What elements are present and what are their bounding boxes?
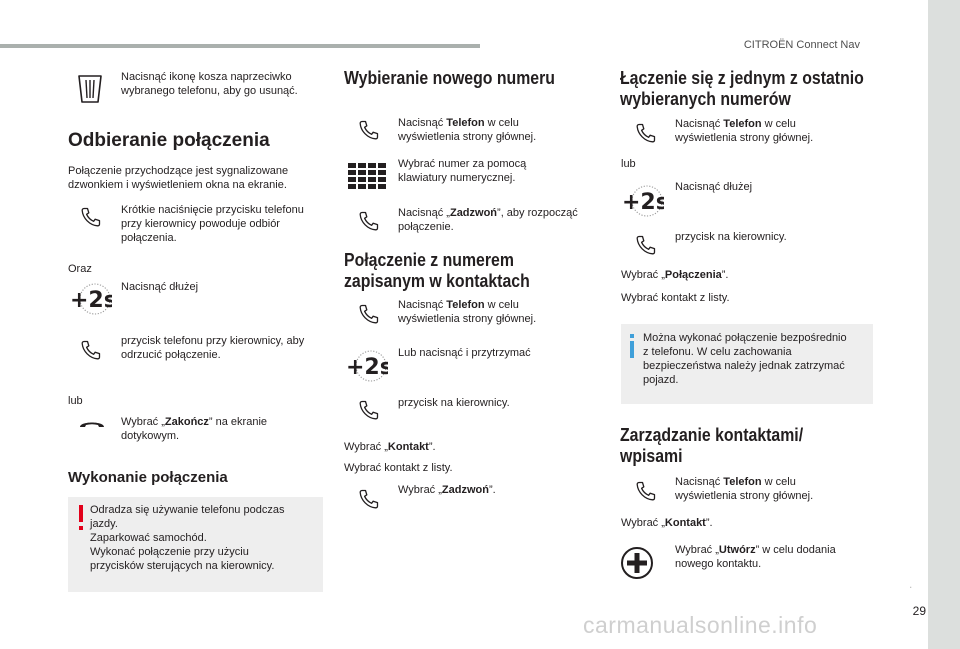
heading-manage-contacts: Zarządzanie kontaktami/ wpisami [620, 425, 804, 466]
press-hold-text: Lub nacisnąć i przytrzymać [398, 347, 531, 359]
heading-make-call: Wykonanie połączenia [68, 469, 228, 486]
side-tab [928, 0, 960, 649]
press-telefon-text: Nacisnąć Telefon w celu wyświetlenia strony głównej. [675, 118, 814, 144]
phone-icon [634, 479, 658, 503]
end-call-text: Wybrać „Zakończ” na ekranie dotykowym. [121, 416, 268, 442]
footer-dot: . [909, 577, 913, 591]
phone-icon [79, 205, 103, 229]
phone-icon [357, 118, 381, 142]
warning-text: Odradza się używanie telefonu podczas jazdy. Zaparkować samochód. Wykonać połączenie przy użyciu przycisków sterujących na kierownicy. [90, 504, 285, 572]
warning-icon [76, 505, 86, 531]
lub-label: lub [68, 395, 83, 407]
select-contact-list: Wybrać kontakt z listy. [344, 462, 453, 474]
keypad-text: Wybrać numer za pomocą klawiatury numerycznej. [398, 158, 527, 184]
heading-call-contact: Połączenie z numerem zapisanym w kontaktach [344, 250, 530, 291]
short-press-text: Krótkie naciśnięcie przycisku telefonu przy kierownicy powoduje odbiór połączenia. [121, 204, 304, 244]
lub-label: lub [621, 158, 636, 170]
long-press-2s-icon [344, 349, 388, 383]
phone-icon [357, 302, 381, 326]
info-icon [627, 334, 637, 358]
wheel-button-text: przycisk na kierownicy. [398, 397, 510, 409]
long-press-2s-icon [620, 184, 664, 218]
wheel-button-text: przycisk na kierownicy. [675, 231, 787, 243]
brand-label: CITROËN Connect Nav [743, 39, 860, 51]
watermark: carmanualsonline.info [583, 612, 818, 638]
select-contact-list: Wybrać kontakt z listy. [621, 292, 730, 304]
press-longer-text: Nacisnąć dłużej [121, 281, 199, 293]
hang-up-icon [78, 418, 106, 430]
select-kontakt-text: Wybrać „Kontakt”. [344, 441, 436, 453]
call-text: Nacisnąć „Zadzwoń”, aby rozpocząć połączenie. [398, 207, 578, 233]
press-longer-text: Nacisnąć dłużej [675, 181, 753, 193]
oraz-label: Oraz [68, 263, 92, 275]
press-telefon-text: Nacisnąć Telefon w celu wyświetlenia strony głównej. [398, 299, 537, 325]
phone-icon [79, 338, 103, 362]
add-plus-icon [620, 546, 654, 580]
phone-icon [357, 209, 381, 233]
heading-answer-call: Odbieranie połączenia [68, 130, 270, 151]
heading-recent-numbers: Łączenie się z jednym z ostatnio wybieranych numerów [620, 68, 864, 109]
heading-dial-new-number: Wybieranie nowego numeru [344, 68, 555, 88]
select-polaczenia-text: Wybrać „Połączenia”. [621, 269, 729, 281]
trash-icon [77, 74, 103, 104]
phone-icon [634, 121, 658, 145]
phone-icon [634, 233, 658, 257]
info-box [621, 324, 873, 404]
phone-icon [357, 398, 381, 422]
keypad-icon [348, 163, 386, 189]
trash-instruction: Nacisnąć ikonę kosza naprzeciwko wybranego telefonu, aby go usunąć. [121, 71, 298, 97]
info-text: Można wykonać połączenie bezpośrednio z telefonu. W celu zachowania bezpieczeństwa należy jednak zatrzymać pojazd. [643, 332, 847, 386]
page-number: 29 [912, 604, 926, 618]
reject-text: przycisk telefonu przy kierownicy, aby odrzucić połączenie. [121, 335, 305, 361]
header-bar [0, 44, 480, 48]
answer-intro: Połączenie przychodzące jest sygnalizowane dzwonkiem i wyświetleniem okna na ekranie. [68, 165, 289, 191]
press-telefon-text: Nacisnąć Telefon w celu wyświetlenia strony głównej. [675, 476, 814, 502]
warning-box [68, 497, 323, 592]
create-contact-text: Wybrać „Utwórz” w celu dodania nowego kontaktu. [675, 544, 836, 570]
select-kontakt-text: Wybrać „Kontakt”. [621, 517, 713, 529]
phone-icon [357, 487, 381, 511]
select-zadzwon-text: Wybrać „Zadzwoń”. [398, 484, 496, 496]
long-press-2s-icon [68, 282, 112, 316]
press-telefon-text: Nacisnąć Telefon w celu wyświetlenia strony głównej. [398, 117, 537, 143]
